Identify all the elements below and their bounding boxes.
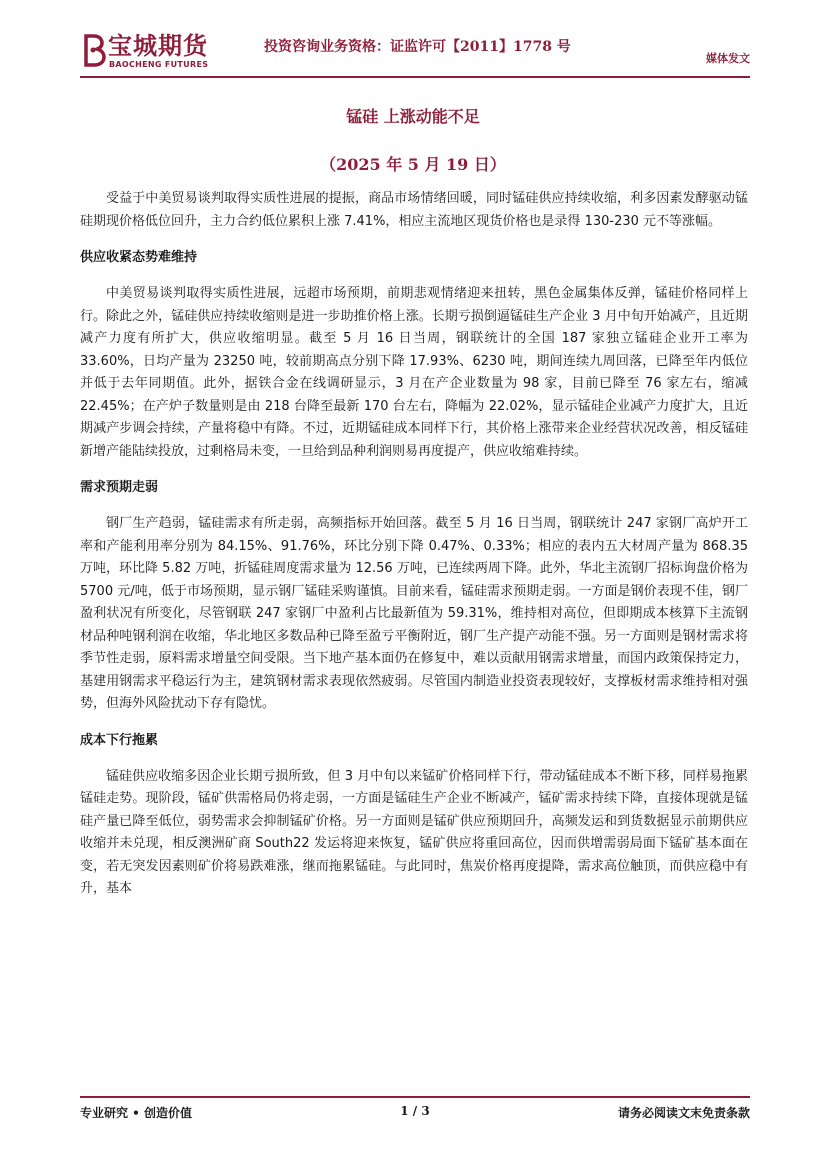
header-divider — [80, 76, 750, 78]
page-number: 1 / 3 — [400, 1104, 430, 1118]
footer-slogan: 专业研究 • 创造价值 — [80, 1106, 193, 1120]
document-body — [80, 188, 748, 915]
section-heading-demand: 需求预期走弱 — [80, 480, 159, 495]
license-info: 投资咨询业务资格：证监许可【2011】1778 号 — [264, 39, 571, 55]
document-title: 锰硅 上涨动能不足 — [346, 107, 480, 126]
page-footer — [80, 1104, 750, 1124]
footer-divider — [80, 1096, 750, 1098]
logo-chinese-name: 宝城期货 — [108, 31, 208, 60]
page-header — [80, 30, 750, 74]
section-heading-cost: 成本下行拖累 — [80, 732, 159, 748]
document-date: （2025 年 5 月 19 日） — [320, 155, 506, 174]
company-logo — [80, 32, 220, 72]
logo-english-name: BAOCHENG FUTURES — [109, 60, 209, 69]
disclaimer-note: 请务必阅读文末免责条款 — [617, 1106, 750, 1120]
logo-mark-icon — [80, 32, 106, 68]
section-body-supply: 中美贸易谈判取得实质性进展，远超市场预期，前期悲观情绪迎来扭转，黑色金属集体反弹，锰硅价格同样上行。除此之外，锰硅供应持续收缩则是进一步助推价格上涨。长期亏损倒逼锰硅生产企业 3 月中旬开始减产，且近期减产力度有所扩大，供应收缩明显。截至 5 月 16 日当周，钢联统计的全国 187 家独立锰硅企业开工率为 33.60%，日均产量为 23250 吨，较前期高点分别下降 17.93%、6230 吨，期间连续九周回落，已降至年内低位并低于去年同期值。此外，据铁合金在线调研显示，3 月在产企业数量为 98 家，目前已降至 76 家左右，缩减 22.45%；在产炉子数量则是由 218 台降至最新 170 台左右，降幅为 22.02%，显示锰硅企业减产力度扩大，且近期减产步调会持续，产量将稳中有降。不过，近期锰硅成本同样下行，其价格上涨带来企业经营状况改善，相反锰硅新增产能陆续投放，过剩格局未变，一旦给到品种利润则易再度提产，供应收缩难持续。 — [80, 286, 748, 459]
section-body-cost: 锰硅供应收缩多因企业长期亏损所致，但 3 月中旬以来锰矿价格同样下行，带动锰硅成本不断下移，同样易拖累锰硅走势。现阶段，锰矿供需格局仍将走弱，一方面是锰硅生产企业不断减产，锰矿需求持续下降，直接体现就是锰硅产量已降至低位，弱势需求会抑制锰矿价格。另一方面则是锰矿供应预期回升，高频发运和到货数据显示前期供应收缩并未兑现，相反澳洲矿商 South22 发运将迎来恢复，锰矿供应将重回高位，因而供增需弱局面下锰矿基本面在变，若无突发因素则矿价将易跌难涨，继而拖累锰硅。与此同时，焦炭价格再度提降，需求高位触顶，而供应稳中有升，基本 — [80, 768, 748, 896]
media-tag: 媒体发文 — [706, 52, 750, 65]
section-body-demand: 钢厂生产趋弱，锰硅需求有所走弱，高频指标开始回落。截至 5 月 16 日当周，钢联统计 247 家钢厂高炉开工率和产能利用率分别为 84.15%、91.76%，环比分别下降 0.47%、0.33%；相应的表内五大材周产量为 868.35 万吨，环比降 5.82 万吨，折锰硅周度需求量为 12.56 万吨，已连续两周下降。此外，华北主流钢厂招标询盘价格为 5700 元/吨，低于市场预期，显示钢厂锰硅采购谨慎。目前来看，锰硅需求预期走弱。一方面是钢价表现不佳，钢厂盈利状况有所变化，尽管钢联 247 家钢厂中盈利占比最新值为 59.31%，维持相对高位，但即期成本核算下主流钢材品种吨钢利润在收缩，华北地区多数品种已降至盈亏平衡附近，钢厂生产提产动能不强。另一方面则是钢材需求将季节性走弱，原料需求增量空间受限。当下地产基本面仍在修复中，难以贡献用钢需求增量，而国内政策保持定力，基建用钢需求平稳运行为主，建筑钢材需求表现依然疲弱。尽管国内制造业投资表现较好，支撑板材需求维持相对强势，但海外风险扰动下存有隐忧。 — [80, 516, 748, 711]
section-heading-supply: 供应收紧态势难维持 — [80, 250, 198, 265]
intro-paragraph: 受益于中美贸易谈判取得实质性进展的提振，商品市场情绪回暖，同时锰硅供应持续收缩，利多因素发酵驱动锰硅期现价格低位回升，主力合约低位累积上涨 7.41%，相应主流地区现货价格也是录得 130-230 元不等涨幅。 — [80, 191, 748, 229]
